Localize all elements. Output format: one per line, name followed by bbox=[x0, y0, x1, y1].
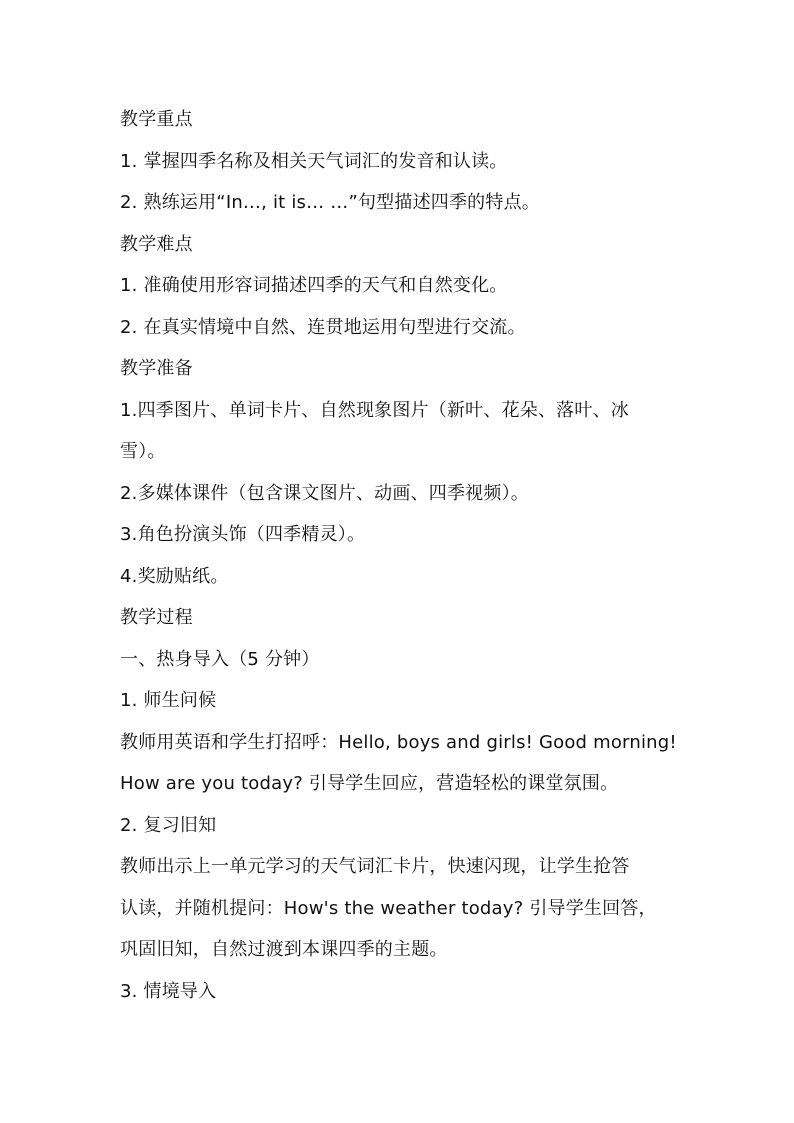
heading-teaching-focus: 教学重点 bbox=[120, 109, 193, 130]
process-step-1-text-line-2: How are you today? 引导学生回应，营造轻松的课堂氛围。 bbox=[120, 773, 619, 794]
preparation-item-3: 3.角色扮演头饰（四季精灵）。 bbox=[120, 524, 366, 545]
heading-teaching-difficulty: 教学难点 bbox=[120, 233, 193, 255]
preparation-item-2: 2.多媒体课件（包含课文图片、动画、四季视频）。 bbox=[120, 482, 529, 504]
process-step-3-title: 3. 情境导入 bbox=[120, 980, 217, 1002]
difficulty-item-1: 1. 准确使用形容词描述四季的天气和自然变化。 bbox=[120, 275, 508, 296]
preparation-item-1-line-1: 1.四季图片、单词卡片、自然现象图片（新叶、花朵、落叶、冰 bbox=[120, 399, 629, 421]
heading-teaching-process: 教学过程 bbox=[120, 607, 193, 628]
process-step-1-title: 1. 师生问候 bbox=[120, 690, 217, 711]
process-step-2-text-line-1: 教师出示上一单元学习的天气词汇卡片，快速闪现，让学生抢答 bbox=[120, 856, 630, 877]
process-step-1-text-line-1: 教师用英语和学生打招呼：Hello, boys and girls! Good morning! bbox=[120, 731, 677, 753]
preparation-item-1-line-2: 雪）。 bbox=[120, 441, 166, 462]
process-section-1-title: 一、热身导入（5 分钟） bbox=[120, 648, 320, 670]
document-body bbox=[120, 99, 680, 1012]
difficulty-item-2: 2. 在真实情境中自然、连贯地运用句型进行交流。 bbox=[120, 316, 526, 338]
process-step-2-text-line-2: 认读，并随机提问：How's the weather today? 引导学生回答， bbox=[120, 897, 657, 919]
focus-item-2: 2. 熟练运用“In…, it is… …”句型描述四季的特点。 bbox=[120, 192, 540, 213]
process-step-2-title: 2. 复习旧知 bbox=[120, 814, 217, 836]
process-step-2-text-line-3: 巩固旧知，自然过渡到本课四季的主题。 bbox=[120, 939, 448, 960]
focus-item-1: 1. 掌握四季名称及相关天气词汇的发音和认读。 bbox=[120, 150, 508, 172]
heading-teaching-preparation: 教学准备 bbox=[120, 358, 193, 379]
preparation-item-4: 4.奖励贴纸。 bbox=[120, 565, 229, 587]
